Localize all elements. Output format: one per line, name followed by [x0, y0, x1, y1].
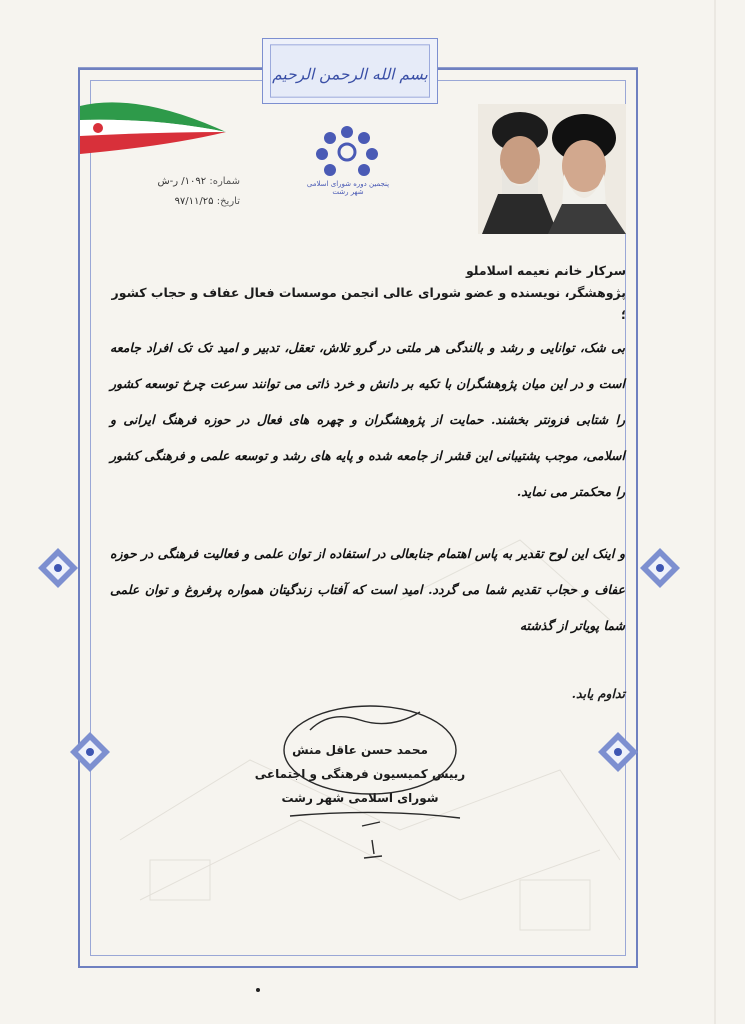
closing-line: تداوم یابد.	[571, 686, 625, 701]
iran-flag-icon	[78, 98, 228, 168]
signatory-title: رییس کمیسیون فرهنگی و اجتماعی	[254, 767, 466, 781]
letter-body	[110, 330, 625, 670]
document-number: شماره: ۱۰۹۲/ ر-ش	[157, 176, 240, 187]
ornament-icon	[638, 546, 682, 590]
svg-text:بسم الله الرحمن الرحیم: بسم الله الرحمن الرحیم	[272, 65, 428, 84]
body-paragraph-1: بی شک، توانایی و رشد و بالندگی هر ملتی در گرو تلاش، تعقل، تدبیر و امید تک تک افراد جامعه است و در این میان پژوهشگران با تکیه بر دانش و خرد ذاتی می توانند سرعت چرخ توسعه کشور را شتابی فزونتر بخشند. حمایت از پژوهشگران و چهره های فعال در حوزه فرهنگ ایرانی و اسلامی، موجب پشتیبانی این قشر از جامعه شده و پایه های رشد و توسعه علمی و فرهنگی کشور را محکمتر می نماید.	[110, 340, 625, 499]
document-date: تاریخ: ۹۷/۱۱/۲۵	[174, 196, 240, 207]
bismillah-banner	[262, 38, 438, 104]
signatory-block	[250, 738, 470, 810]
logo-caption: پنجمین دوره شورای اسلامی شهر رشت	[306, 180, 390, 196]
signatory-org: شورای اسلامی شهر رشت	[281, 791, 439, 805]
addressee-block	[110, 260, 626, 326]
signatory-name: محمد حسن عاقل منش	[292, 743, 428, 757]
addressee-name: سرکار خانم نعیمه اسلاملو	[465, 263, 626, 278]
addressee-title: پژوهشگر، نویسنده و عضو شورای عالی انجمن موسسات فعال عفاف و حجاب کشور ؛	[111, 285, 626, 322]
portraits-image	[478, 104, 626, 234]
ornament-icon	[36, 546, 80, 590]
body-paragraph-2: و اینک این لوح تقدیر به پاس اهتمام جنابعالی در استفاده از توان علمی و فعالیت فرهنگی در حوزه عفاف و حجاب تقدیم شما می گردد. امید است که آفتاب زندگیتان همواره پرفروغ و توان علمی شما پویاتر از گذشته	[110, 546, 625, 633]
ornament-icon	[68, 730, 112, 774]
bismillah-calligraphy	[263, 39, 437, 103]
ornament-icon	[596, 730, 640, 774]
document-meta	[100, 172, 240, 212]
